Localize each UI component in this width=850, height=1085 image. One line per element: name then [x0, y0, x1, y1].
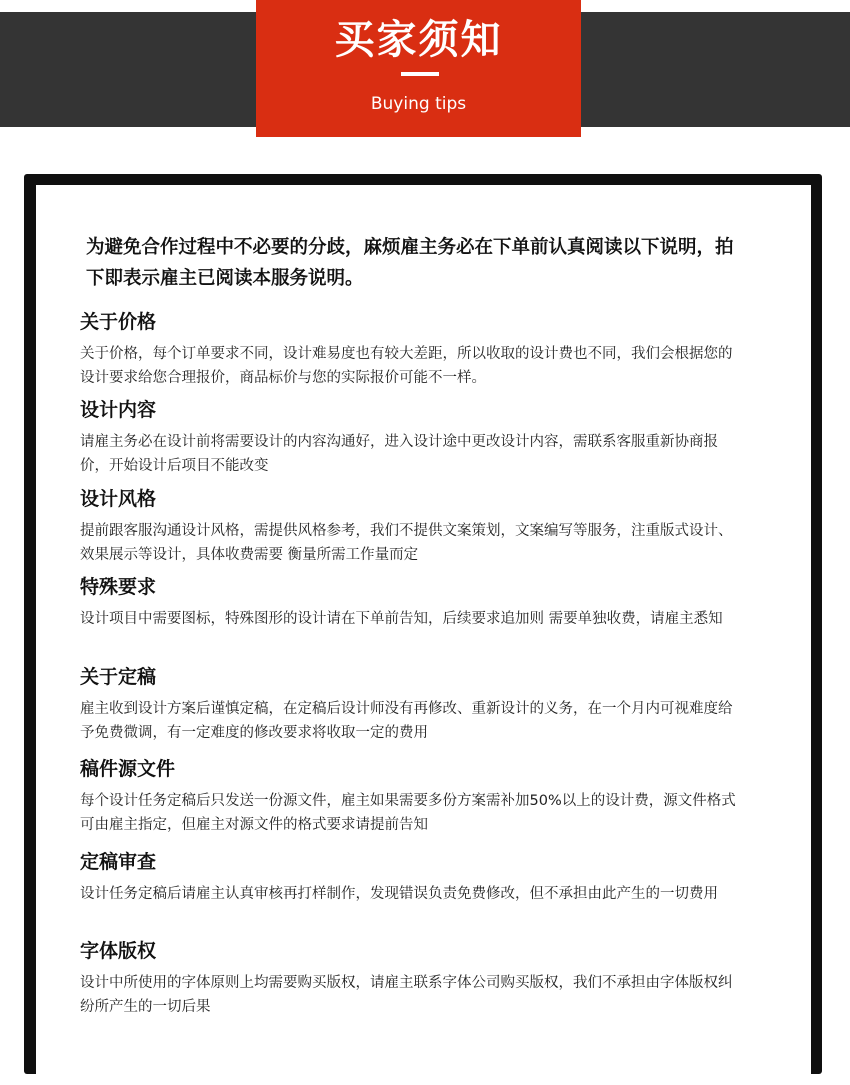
section-body: 设计中所使用的字体原则上均需要购买版权，请雇主联系字体公司购买版权，我们不承担由字体版权纠纷所产生的一切后果 [80, 975, 733, 1015]
section-title: 特殊要求 [80, 576, 157, 598]
section-final-review [80, 849, 740, 906]
section-finalization [80, 664, 740, 745]
section-body: 每个设计任务定稿后只发送一份源文件，雇主如果需要多份方案需补加50%以上的设计费，源文件格式可由雇主指定，但雇主对源文件的格式要求请提前告知 [80, 793, 736, 833]
section-body: 雇主收到设计方案后谨慎定稿，在定稿后设计师没有再修改、重新设计的义务，在一个月内可视难度给予免费微调，有一定难度的修改要求将收取一定的费用 [80, 701, 733, 741]
section-body: 请雇主务必在设计前将需要设计的内容沟通好，进入设计途中更改设计内容，需联系客服重新协商报价，开始设计后项目不能改变 [80, 434, 718, 474]
section-design-content [80, 397, 740, 478]
section-special-requests [80, 574, 740, 631]
section-body: 设计任务定稿后请雇主认真审核再打样制作，发现错误负责免费修改，但不承担由此产生的一切费用 [80, 886, 718, 902]
section-title: 设计内容 [80, 399, 157, 421]
page-subtitle: Buying tips [370, 94, 467, 114]
section-title: 关于定稿 [80, 666, 157, 688]
section-title: 关于价格 [80, 311, 157, 333]
section-body: 关于价格，每个订单要求不同，设计难易度也有较大差距，所以收取的设计费也不同，我们会根据您的设计要求给您合理报价，商品标价与您的实际报价可能不一样。 [80, 346, 733, 386]
title-divider [401, 72, 439, 76]
section-design-style [80, 486, 740, 567]
intro-notice: 为避免合作过程中不必要的分歧，麻烦雇主务必在下单前认真阅读以下说明，拍下即表示雇主已阅读本服务说明。 [86, 237, 734, 289]
section-body: 提前跟客服沟通设计风格，需提供风格参考，我们不提供文案策划，文案编写等服务，注重版式设计、效果展示等设计，具体收费需要 衡量所需工作量而定 [80, 523, 733, 563]
section-title: 定稿审查 [80, 851, 157, 873]
title-block [256, 0, 581, 137]
page-title: 买家须知 [334, 17, 503, 63]
section-title: 设计风格 [80, 488, 157, 510]
section-body: 设计项目中需要图标，特殊图形的设计请在下单前告知，后续要求追加则 需要单独收费，请雇主悉知 [80, 611, 723, 627]
section-source-files [80, 756, 740, 837]
section-title: 稿件源文件 [80, 758, 176, 780]
section-title: 字体版权 [80, 940, 157, 962]
section-price [80, 309, 740, 390]
section-font-copyright [80, 938, 740, 1019]
